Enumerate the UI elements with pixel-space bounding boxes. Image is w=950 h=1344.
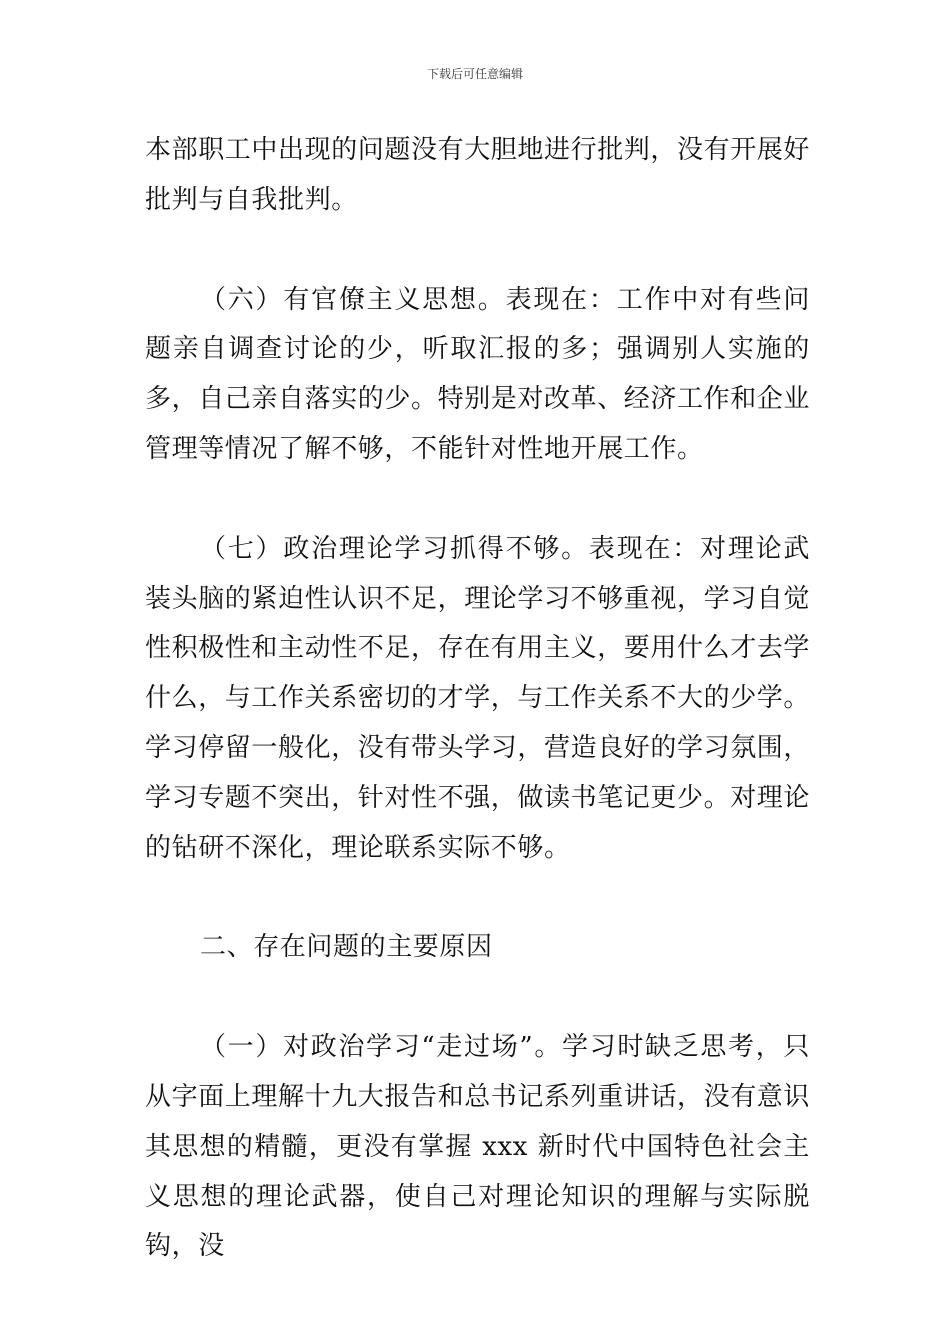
section-heading-causes: 二、存在问题的主要原因 [200,932,493,963]
page-header-note: 下载后可任意编辑 [426,67,523,81]
paragraph-item-seven: （七）政治理论学习抓得不够。表现在：对理论武装头脑的紧迫性认识不足，理论学习不够重视，学习自觉性积极性和主动性不足，存在有用主义，要用什么才去学什么，与工作关系密切的才学，与工作关系不大的少学。学习停留一般化，没有带头学习，营造良好的学习氛围，学习专题不突出，针对性不强，做读书笔记更少。对理论的钻研不深化，理论联系实际不够。 [145,533,811,863]
document-body [145,126,810,1322]
paragraph-continuation: 本部职工中出现的问题没有大胆地进行批判，没有开展好批判与自我批判。 [145,135,811,215]
paragraph-cause-one: （一）对政治学习“走过场”。学习时缺乏思考，只从字面上理解十九大报告和总书记系列重讲话，没有意识其思想的精髓，更没有掌握 xxx 新时代中国特色社会主义思想的理论武器，使自己对理论知识的理解与实际脱钩，没 [145,1032,811,1262]
paragraph-item-six: （六）有官僚主义思想。表现在：工作中对有些问题亲自调查讨论的少，听取汇报的多；强调别人实施的多，自己亲自落实的少。特别是对改革、经济工作和企业管理等情况了解不够，不能针对性地开展工作。 [145,284,811,464]
